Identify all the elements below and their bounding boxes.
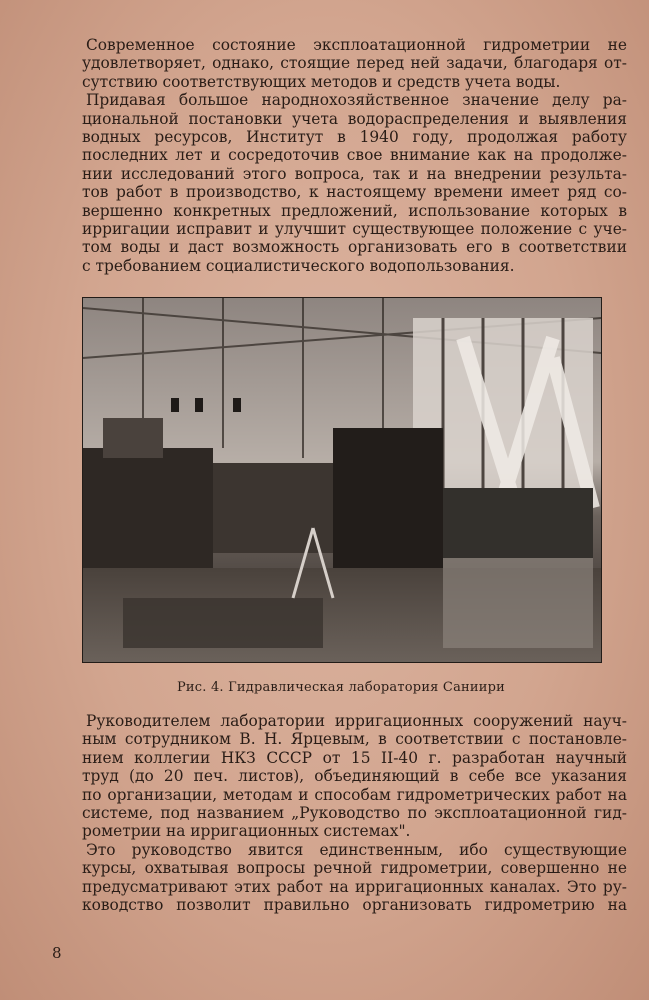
text-line: вершенно конкретных предложений, использование которых в [82,201,627,220]
text-line: Руководителем лаборатории ирригационных сооружений науч- [86,712,627,730]
paragraph-4 [82,841,627,915]
text-line: курсы, охватывая вопросы речной гидрометрии, совершенно не [82,859,627,878]
laboratory-photo-drawing [83,298,601,662]
text-line: ным сотрудником В. Н. Ярцевым, в соответствии с постановле- [82,730,627,749]
text-line: сутствию соответствующих методов и средств учета воды. [82,72,561,91]
text-line: Это руководство явится единственным, ибо существующие [86,840,627,859]
text-line: циональной постановки учета водораспределения и выявления [82,109,627,128]
text-line: Придавая большое народнохозяйственное значение делу ра- [86,91,627,110]
top-text-block [82,36,627,275]
text-line: тов работ в производство, к настоящему времени имеет ряд со- [82,183,627,202]
text-line: ирригации исправит и улучшит существующее положение с уче- [82,220,627,239]
paragraph-3 [82,712,627,841]
figure-caption: Рис. 4. Гидравлическая лаборатория Сaниири [176,680,505,695]
text-line: нием коллегии НКЗ СССР от 15 II-40 г. разработан научный [82,748,627,767]
paragraph-1 [82,36,627,91]
text-line: нии исследований этого вопроса, так и на внедрении результа- [82,164,627,183]
text-line: ководство позволит правильно организовать гидрометрию на [82,896,627,915]
text-line: рометрии на ирригационных системах". [82,822,411,841]
text-line: с требованием социалистического водопользования. [82,256,515,275]
text-line: системе, под названием „Руководство по эксплоатационной гид- [82,804,627,823]
text-line: труд (до 20 печ. листов), объединяющий в себе все указания [82,767,627,786]
text-line: удовлетворяет, однако, стоящие перед ней задачи, благодаря от- [82,54,627,73]
text-line: том воды и даст возможность организовать его в соответствии [82,238,627,257]
text-line: Современное состояние эксплоатационной гидрометрии не [86,36,627,54]
paragraph-2 [82,91,627,275]
laboratory-photo [82,297,602,663]
bottom-text-block [82,712,627,914]
text-line: водных ресурсов, Институт в 1940 году, продолжая работу [82,128,627,147]
text-line: предусматривают этих работ на ирригационных каналах. Это ру- [82,877,627,896]
text-line: по организации, методам и способам гидрометрических работ на [82,785,627,804]
text-line: последних лет и сосредоточив свое внимание как на продолже- [82,146,627,165]
page-number: 8 [52,944,62,962]
